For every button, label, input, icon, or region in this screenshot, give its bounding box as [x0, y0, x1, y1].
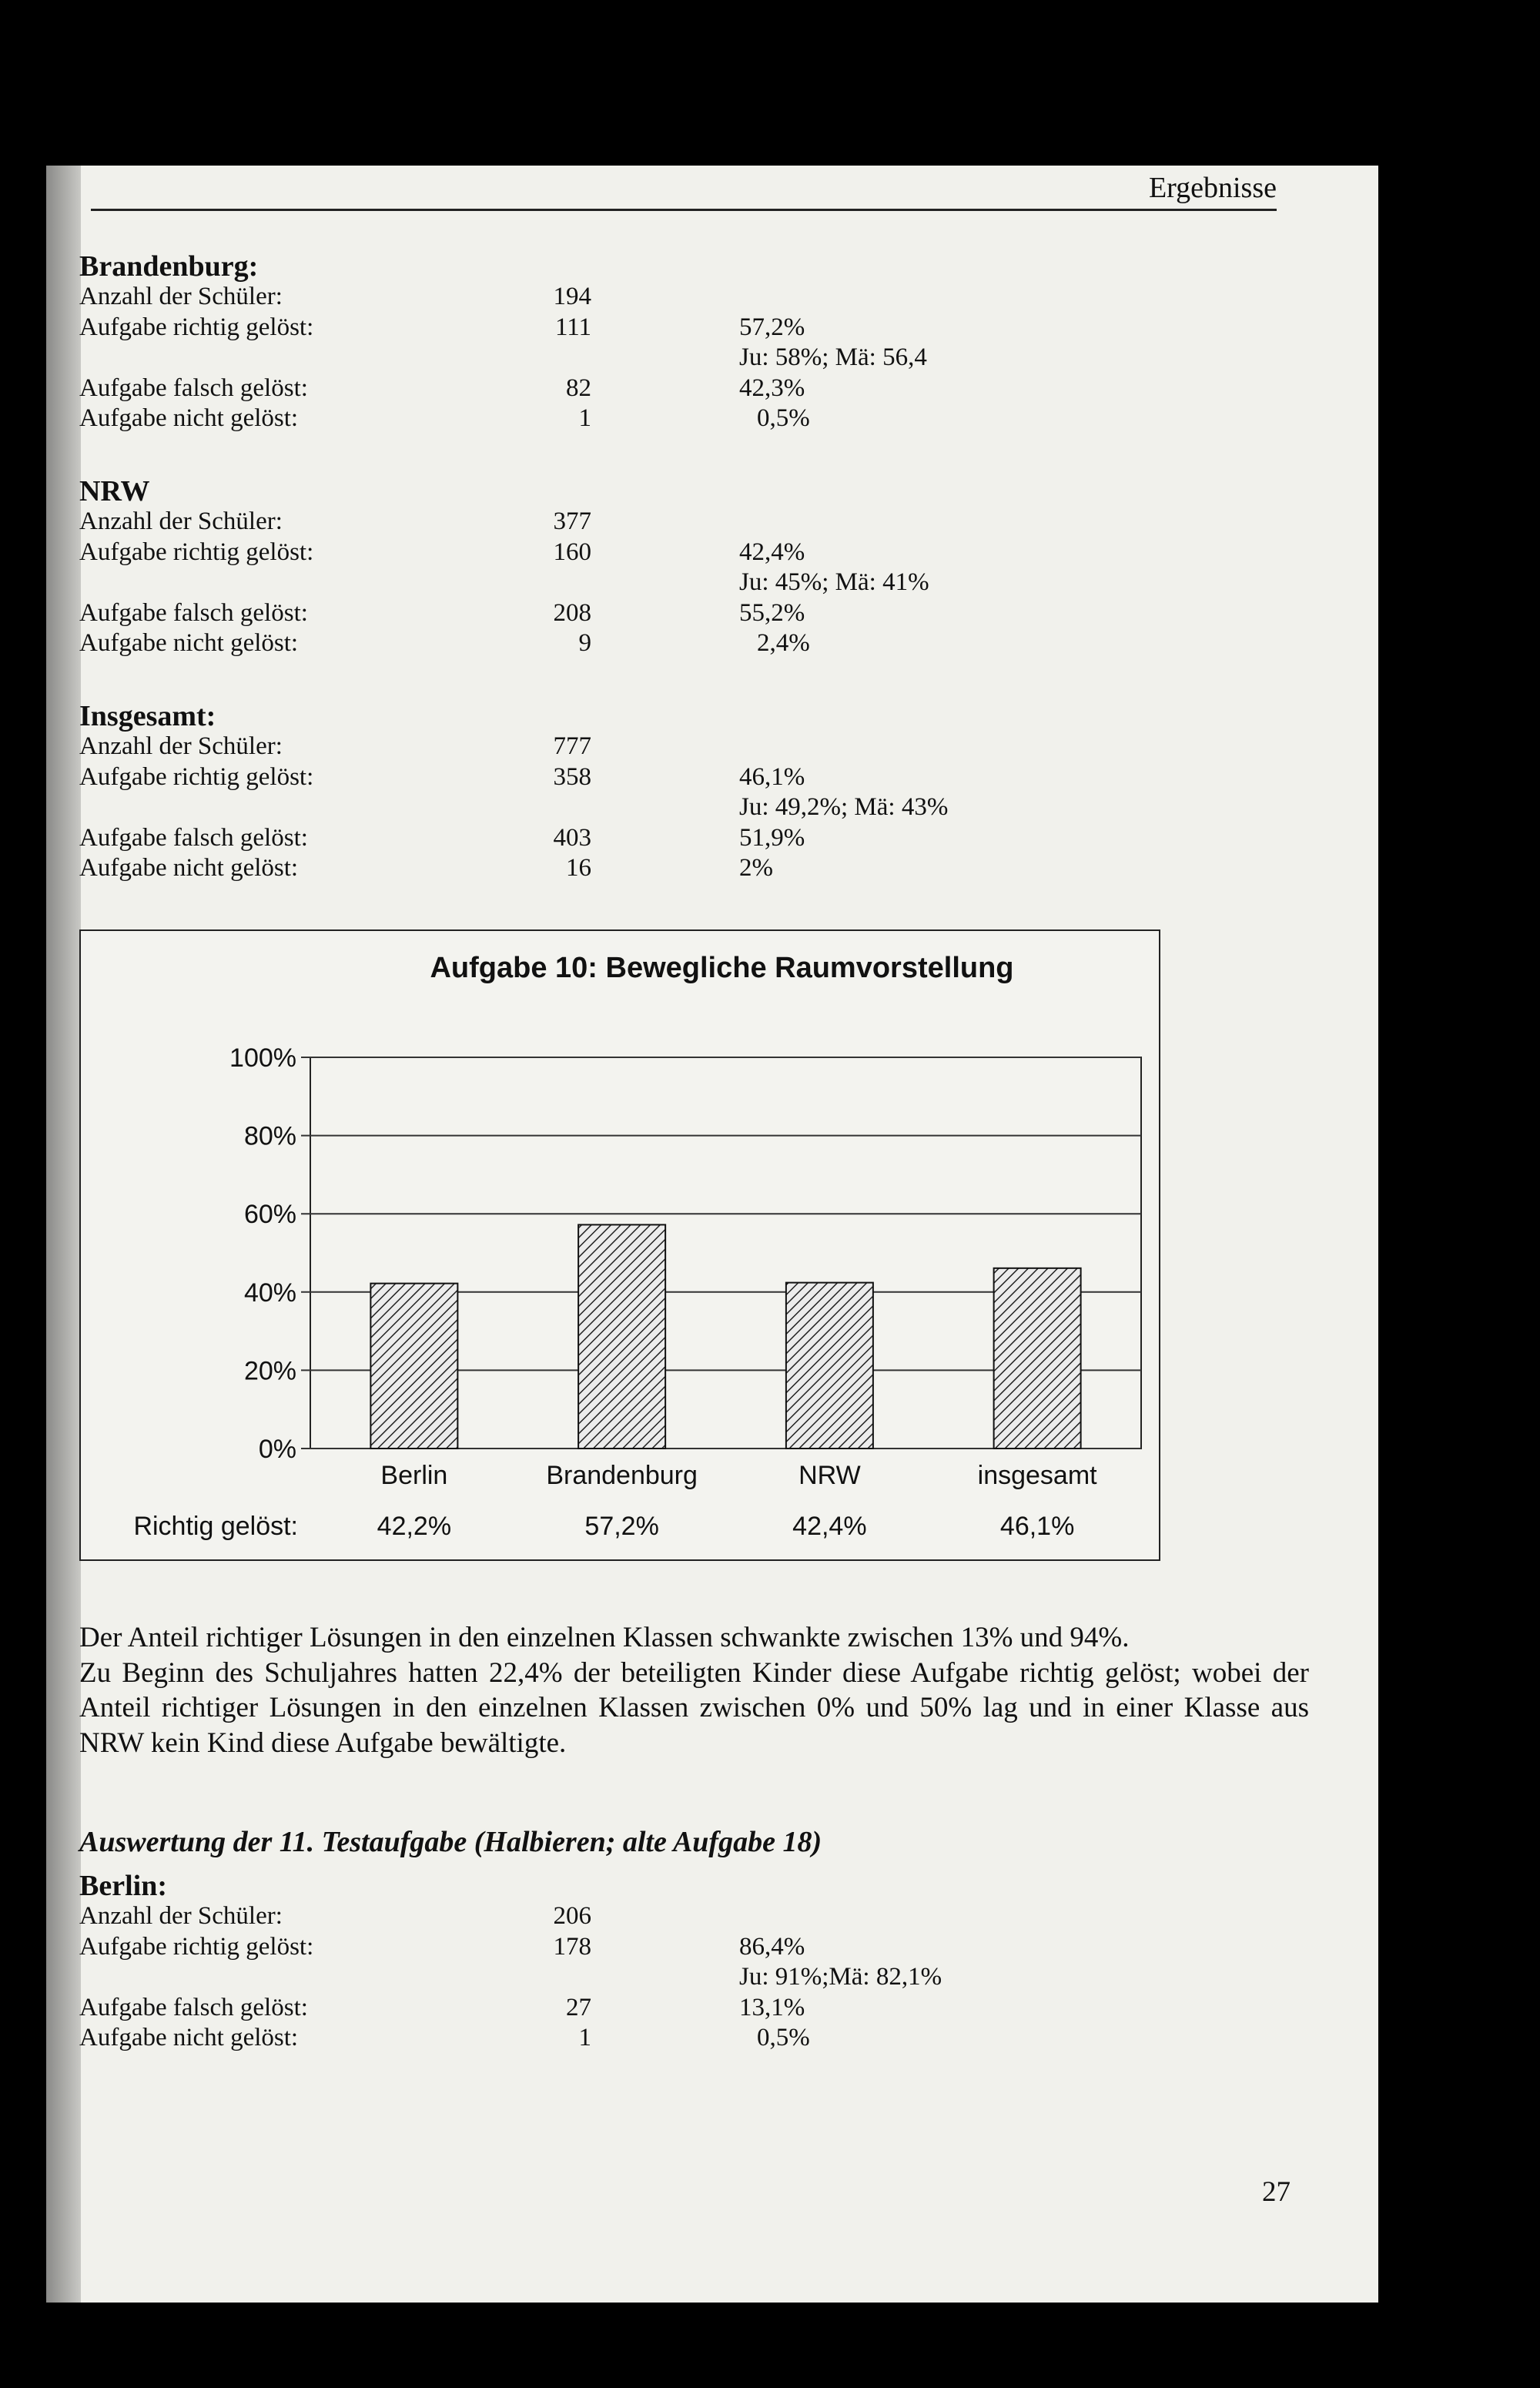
page-binding-shadow	[46, 166, 81, 2303]
bar-berlin	[370, 1284, 457, 1449]
row-count: 16	[566, 854, 591, 883]
section-insgesamt	[79, 701, 1080, 884]
header-rule	[91, 209, 1277, 211]
data-table-value: 42,4%	[792, 1512, 867, 1541]
row-label: Aufgabe falsch gelöst:	[79, 1993, 308, 2021]
row-percent: 0,5%	[757, 404, 810, 433]
row-percent: 42,3%	[739, 373, 805, 402]
row-percent: Ju: 49,2%; Mä: 43%	[739, 793, 949, 822]
x-category-label: Berlin	[380, 1461, 448, 1490]
data-row	[79, 282, 1080, 313]
page-number: 27	[1262, 2176, 1291, 2208]
row-percent: 57,2%	[739, 313, 805, 341]
data-row	[79, 538, 1080, 568]
bar-chart	[79, 929, 1160, 1561]
row-label: Aufgabe falsch gelöst:	[79, 373, 308, 402]
data-row	[79, 507, 1080, 538]
row-count: 9	[578, 629, 591, 658]
row-label: Aufgabe richtig gelöst:	[79, 1932, 314, 1961]
row-label: Aufgabe nicht gelöst:	[79, 854, 299, 883]
row-count: 178	[553, 1932, 591, 1961]
y-tick-label: 20%	[243, 1356, 296, 1386]
row-label: Anzahl der Schüler:	[79, 507, 283, 535]
row-percent: 86,4%	[739, 1932, 805, 1961]
row-percent: 13,1%	[739, 1993, 805, 2021]
data-row	[79, 404, 1080, 434]
row-label: Anzahl der Schüler:	[79, 732, 283, 760]
row-count: 777	[553, 732, 591, 760]
y-tick-label: 60%	[243, 1200, 296, 1230]
data-row	[79, 732, 1080, 762]
data-row	[79, 343, 1080, 373]
row-count: 111	[554, 313, 591, 341]
data-row	[79, 373, 1080, 404]
row-percent: 51,9%	[739, 823, 805, 852]
running-header: Ergebnisse	[1148, 172, 1277, 204]
row-count: 377	[553, 507, 591, 535]
row-count: 194	[553, 283, 591, 310]
y-tick-label: 40%	[243, 1278, 296, 1308]
data-row	[79, 2023, 1080, 2054]
data-row	[79, 628, 1080, 659]
section-berlin	[79, 1871, 1080, 2054]
row-label: Aufgabe nicht gelöst:	[79, 404, 299, 433]
data-table-value: 46,1%	[999, 1512, 1075, 1541]
body-paragraph	[79, 1620, 1309, 1760]
row-label: Aufgabe nicht gelöst:	[79, 629, 299, 658]
row-percent: Ju: 58%; Mä: 56,4	[739, 343, 927, 372]
row-label: Aufgabe richtig gelöst:	[79, 313, 314, 341]
row-count: 27	[566, 1993, 591, 2021]
row-label: Aufgabe falsch gelöst:	[79, 823, 308, 852]
section-brandenburg	[79, 251, 1080, 434]
row-percent: Ju: 91%;Mä: 82,1%	[739, 1963, 942, 1991]
chart-canvas	[81, 931, 1162, 1562]
data-row	[79, 1901, 1080, 1932]
paragraph-line: Der Anteil richtiger Lösungen in den einzelnen Klassen schwankte zwischen 13% und 94%.	[79, 1622, 1130, 1653]
data-table-value: 42,2%	[377, 1512, 452, 1541]
x-category-label: Brandenburg	[546, 1461, 698, 1490]
section-heading: Berlin:	[79, 1870, 167, 1902]
x-category-label: NRW	[798, 1461, 861, 1490]
y-tick-label: 0%	[258, 1435, 296, 1464]
paragraph-line: Zu Beginn des Schuljahres hatten 22,4% der beteiligten Kinder diese Aufgabe richtig gelöst; wobei der Anteil richtiger Lösungen in den einzelnen Klassen zwischen 0% und 50% lag und in einer Klasse aus NRW kein Kind diese Aufgabe bewältigte.	[79, 1656, 1309, 1759]
section-heading: Insgesamt:	[79, 700, 216, 732]
data-row	[79, 853, 1080, 884]
y-tick-label: 80%	[243, 1121, 296, 1151]
row-count: 1	[578, 404, 591, 433]
row-label: Anzahl der Schüler:	[79, 1902, 283, 1930]
row-label: Aufgabe richtig gelöst:	[79, 762, 314, 791]
data-row	[79, 1993, 1080, 2024]
data-row	[79, 1932, 1080, 1963]
row-count: 160	[553, 538, 591, 566]
row-percent: 55,2%	[739, 598, 805, 627]
row-count: 358	[553, 762, 591, 791]
section-heading: NRW	[79, 475, 150, 507]
row-percent: Ju: 45%; Mä: 41%	[739, 568, 929, 597]
bar-insgesamt	[994, 1268, 1081, 1449]
row-percent: 46,1%	[739, 762, 805, 791]
row-percent: 2%	[739, 854, 773, 883]
row-count: 206	[553, 1902, 591, 1930]
row-count: 403	[553, 823, 591, 852]
data-row	[79, 313, 1080, 343]
row-label: Aufgabe richtig gelöst:	[79, 538, 314, 566]
section-heading: Brandenburg:	[79, 250, 259, 283]
section-nrw	[79, 476, 1080, 659]
chart-title: Aufgabe 10: Bewegliche Raumvorstellung	[430, 952, 1014, 984]
row-count: 1	[578, 2024, 591, 2052]
y-tick-label: 100%	[229, 1043, 296, 1073]
bar-brandenburg	[578, 1224, 665, 1449]
data-table-value: 57,2%	[584, 1512, 659, 1541]
data-row	[79, 762, 1080, 793]
section-title: Auswertung der 11. Testaufgabe (Halbieren; alte Aufgabe 18)	[79, 1826, 822, 1858]
row-percent: 42,4%	[739, 538, 805, 566]
data-row	[79, 598, 1080, 629]
data-table-series-label: Richtig gelöst:	[133, 1512, 298, 1541]
row-count: 208	[553, 598, 591, 627]
x-category-label: insgesamt	[977, 1461, 1097, 1490]
row-label: Anzahl der Schüler:	[79, 283, 283, 310]
row-count: 82	[566, 373, 591, 402]
row-label: Aufgabe nicht gelöst:	[79, 2024, 299, 2052]
row-percent: 0,5%	[757, 2024, 810, 2052]
row-percent: 2,4%	[757, 629, 810, 658]
data-row	[79, 823, 1080, 854]
data-row	[79, 568, 1080, 598]
data-row	[79, 792, 1080, 823]
data-row	[79, 1962, 1080, 1993]
row-label: Aufgabe falsch gelöst:	[79, 598, 308, 627]
bar-nrw	[786, 1283, 873, 1449]
